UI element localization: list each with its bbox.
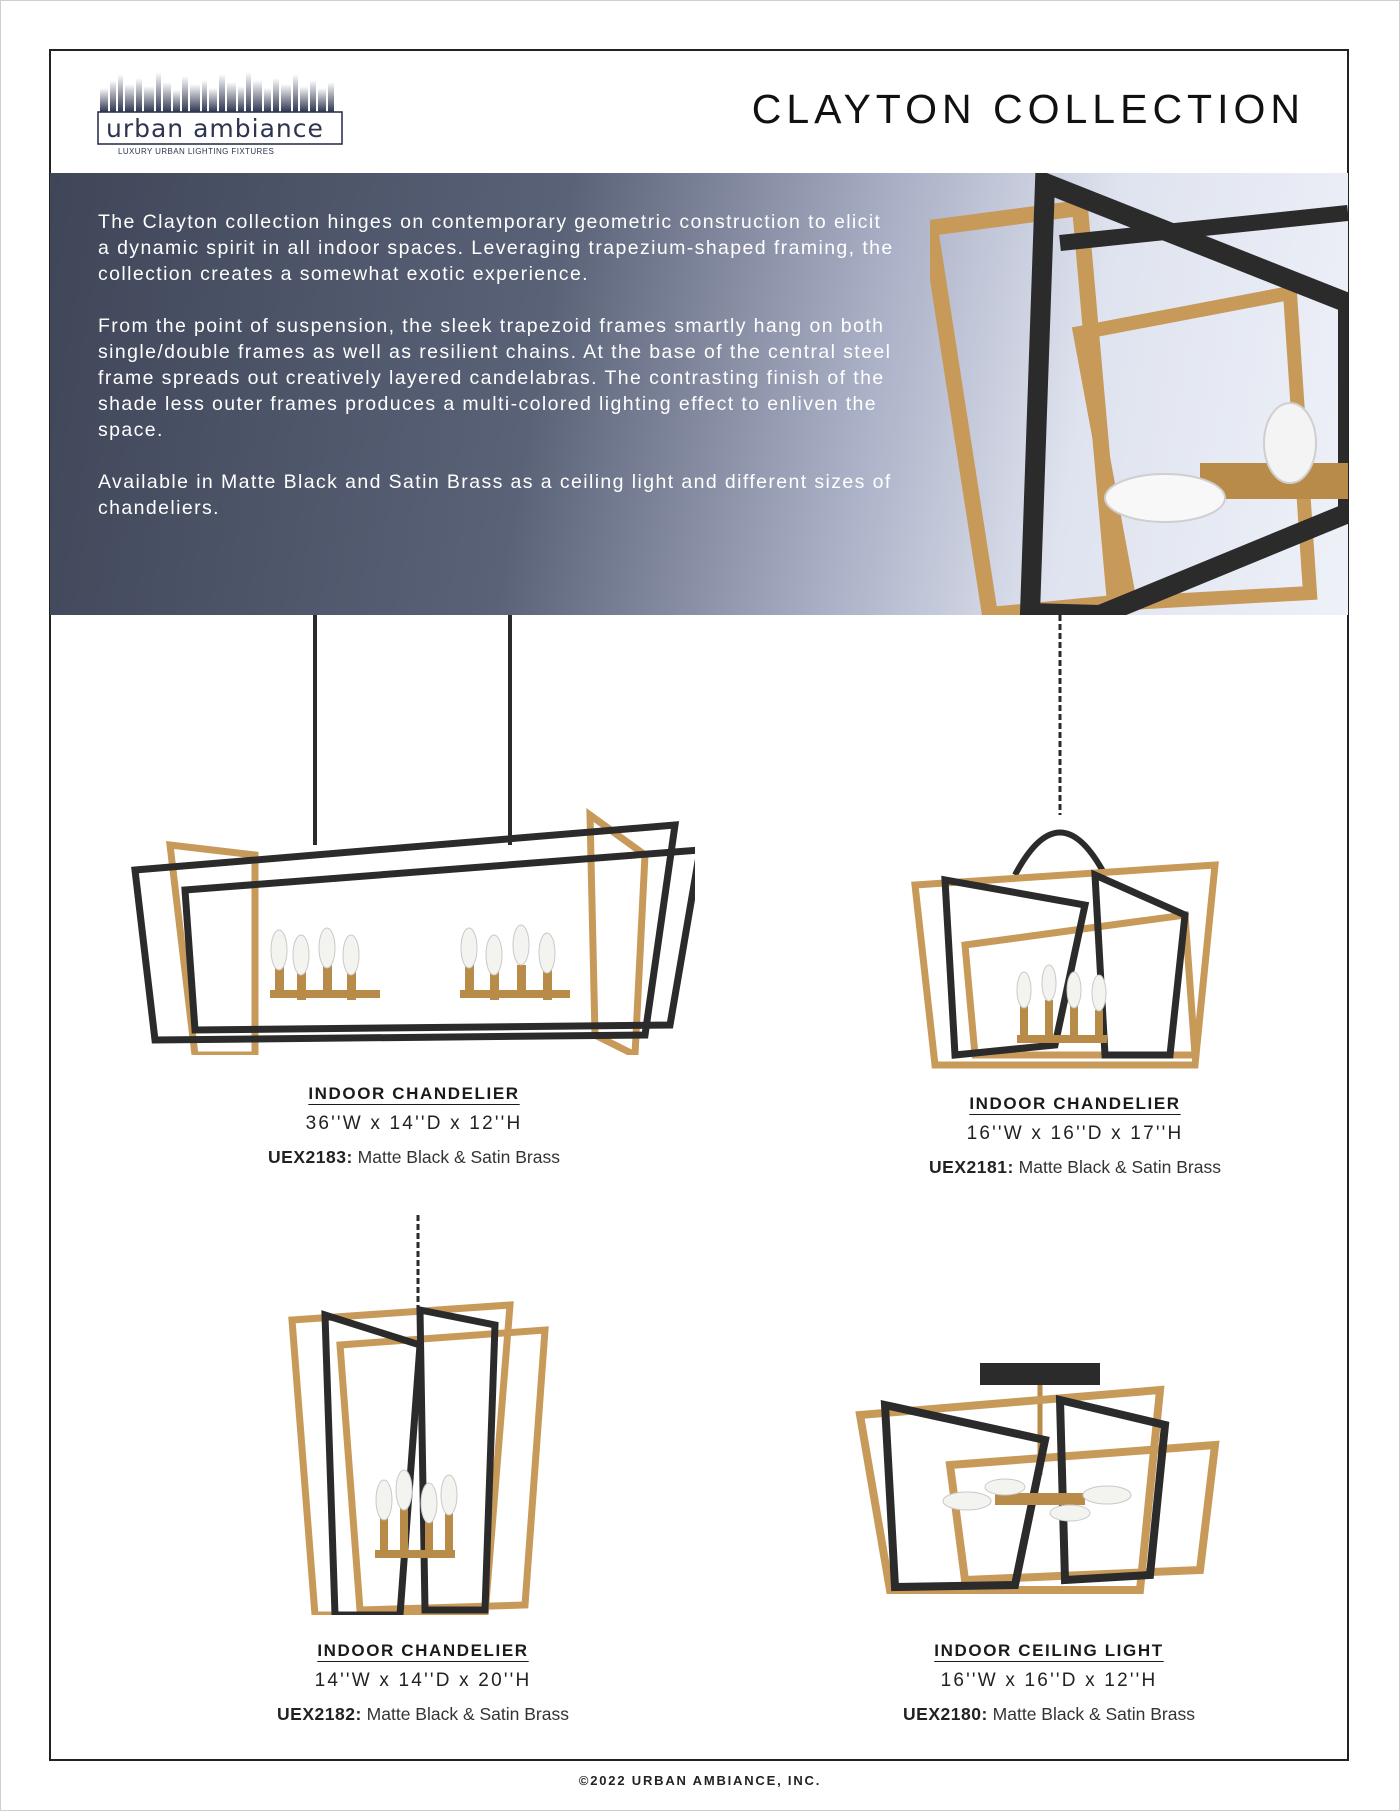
product-finish: Matte Black & Satin Brass	[366, 1704, 569, 1724]
product-finish: Matte Black & Satin Brass	[1018, 1157, 1221, 1177]
product-sku: UEX2181:	[929, 1157, 1014, 1177]
product-sku-line	[799, 1702, 1299, 1726]
product-dimensions: 36''W x 14''D x 12''H	[305, 1113, 523, 1134]
intro-text	[98, 209, 898, 547]
product-finish: Matte Black & Satin Brass	[357, 1147, 560, 1167]
product-sku: UEX2182:	[277, 1704, 362, 1724]
hero-fixture-closeup-image	[930, 173, 1348, 615]
product-dimensions: 16''W x 16''D x 17''H	[966, 1123, 1184, 1144]
product-image-uex2182	[280, 1215, 560, 1615]
product-sku: UEX2180:	[903, 1704, 988, 1724]
product-caption-uex2182	[173, 1640, 673, 1726]
product-image-uex2183	[125, 615, 695, 1055]
intro-paragraph-1: The Clayton collection hinges on contemporary geometric construction to elicit a dynamic spirit in all indoor spaces. Leveraging trapezium-shaped framing, the collection creates a somewhat exotic experience.	[98, 211, 894, 285]
product-sku-line	[164, 1145, 664, 1169]
product-caption-uex2181	[825, 1093, 1325, 1179]
product-sku-line	[825, 1155, 1325, 1179]
intro-paragraph-3: Available in Matte Black and Satin Brass as a ceiling light and different sizes of chandeliers.	[98, 471, 892, 519]
product-caption-uex2180	[799, 1640, 1299, 1726]
page-title: CLAYTON COLLECTION	[751, 86, 1305, 132]
city-skyline-icon	[96, 68, 346, 158]
brand-tagline: LUXURY URBAN LIGHTING FIXTURES	[118, 147, 275, 156]
product-type: INDOOR CHANDELIER	[317, 1641, 529, 1660]
hero-banner	[50, 173, 1348, 615]
product-caption-uex2183	[164, 1083, 664, 1169]
product-image-uex2180	[855, 1355, 1225, 1615]
brand-name: urban ambiance	[106, 114, 324, 143]
brand-logo[interactable]	[96, 68, 346, 158]
product-dimensions: 16''W x 16''D x 12''H	[940, 1670, 1158, 1691]
product-image-uex2181	[905, 615, 1225, 1075]
product-finish: Matte Black & Satin Brass	[992, 1704, 1195, 1724]
product-sku-line	[173, 1702, 673, 1726]
product-type: INDOOR CEILING LIGHT	[934, 1641, 1164, 1660]
intro-paragraph-2: From the point of suspension, the sleek trapezoid frames smartly hang on both single/double frames as well as resilient chains. At the base of the central steel frame spreads out creatively layered candelabras. The contrasting finish of the shade less outer frames produces a multi-colored lighting effect to enliven the space.	[98, 315, 892, 441]
product-type: INDOOR CHANDELIER	[308, 1084, 520, 1103]
product-dimensions: 14''W x 14''D x 20''H	[314, 1670, 532, 1691]
footer-copyright: ©2022 URBAN AMBIANCE, INC.	[578, 1773, 822, 1788]
product-type: INDOOR CHANDELIER	[969, 1094, 1181, 1113]
product-sku: UEX2183:	[268, 1147, 353, 1167]
